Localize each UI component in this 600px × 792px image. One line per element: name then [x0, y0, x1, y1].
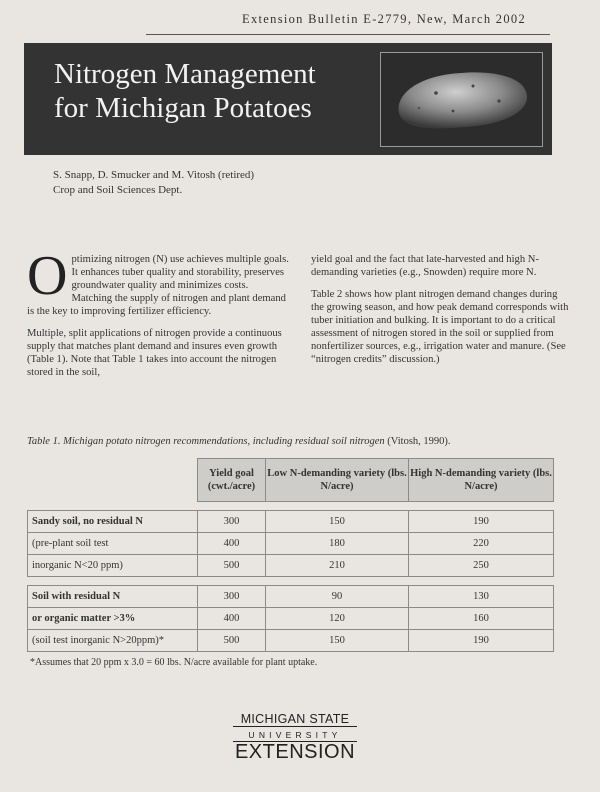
table-cell: 500 — [198, 555, 266, 577]
table-header-row — [28, 459, 554, 502]
table-cell: 130 — [409, 586, 554, 608]
table-row — [28, 533, 554, 555]
group2-label-2: or organic matter >3% — [28, 608, 198, 630]
author-department: Crop and Soil Sciences Dept. — [53, 184, 183, 196]
table-cell: 150 — [266, 630, 409, 652]
title-band — [24, 43, 552, 155]
table-row — [28, 555, 554, 577]
table-caption-source: (Vitosh, 1990). — [384, 436, 451, 447]
table-cell: 400 — [198, 608, 266, 630]
msu-extension-logo — [233, 712, 357, 762]
table-cell: 220 — [409, 533, 554, 555]
table-caption-title: Table 1. Michigan potato nitrogen recommendations, including residual soil nitrogen — [27, 436, 385, 447]
table-cell: 150 — [266, 511, 409, 533]
table-cell: 190 — [409, 630, 554, 652]
logo-line-2: UNIVERSITY — [248, 730, 342, 740]
drop-cap: O — [27, 245, 68, 307]
potato-icon — [381, 53, 542, 146]
table-footnote: *Assumes that 20 ppm x 3.0 = 60 lbs. N/acre available for plant uptake. — [30, 657, 318, 668]
table-cell: 90 — [266, 586, 409, 608]
paragraph-3: yield goal and the fact that late-harvested and high N-demanding varieties (e.g., Snowden) require more N. — [311, 254, 539, 278]
group2-label-1: Soil with residual N — [28, 586, 198, 608]
author-names: S. Snapp, D. Smucker and M. Vitosh (retired) — [53, 169, 255, 181]
table-caption — [27, 436, 451, 447]
logo-line-1: MICHIGAN STATE — [240, 712, 350, 726]
paragraph-2: Multiple, split applications of nitrogen provide a continuous supply that matches plant demand and insures even growth (Table 1). Note that Table 1 takes into account the nitrogen stored in the soil, — [27, 328, 282, 378]
group1-label-1: Sandy soil, no residual N — [28, 511, 198, 533]
table-spacer — [28, 502, 554, 511]
text-column-left — [27, 245, 289, 388]
table-row — [28, 608, 554, 630]
table-cell: 160 — [409, 608, 554, 630]
paragraph-4: Table 2 shows how plant nitrogen demand changes during the growing season, and how peak demand corresponds with tuber initiation and bulking. It is important to do a critical assessment of nitrogen stored in the soil or supplied from nonfertilizer sources, e.g., irrigation water and manure. (See “nitrogen credits” discussion.) — [311, 289, 569, 365]
table-spacer — [28, 577, 554, 586]
header-low-n: Low N-demanding variety (lbs. N/acre) — [266, 459, 409, 502]
table-cell: 300 — [198, 586, 266, 608]
text-column-right — [311, 253, 569, 375]
logo-line-3: EXTENSION — [234, 741, 356, 763]
table-cell: 210 — [266, 555, 409, 577]
group1-label-3: inorganic N<20 ppm) — [28, 555, 198, 577]
table-row — [28, 586, 554, 608]
title-line-1: Nitrogen Management — [54, 58, 316, 90]
potato-photo — [380, 52, 543, 147]
paragraph-1 — [27, 245, 289, 318]
table-cell: 400 — [198, 533, 266, 555]
table-cell: 180 — [266, 533, 409, 555]
header-yield-goal: Yield goal (cwt./acre) — [198, 459, 266, 502]
table-cell: 250 — [409, 555, 554, 577]
group2-label-3: (soil test inorganic N>20ppm)* — [28, 630, 198, 652]
table-cell: 500 — [198, 630, 266, 652]
table-row — [28, 511, 554, 533]
table-row — [28, 630, 554, 652]
table-corner — [28, 459, 198, 502]
table-cell: 300 — [198, 511, 266, 533]
table-cell: 190 — [409, 511, 554, 533]
group1-label-2: (pre-plant soil test — [28, 533, 198, 555]
title-line-2: for Michigan Potatoes — [54, 92, 312, 124]
paragraph-1-text: ptimizing nitrogen (N) use achieves multiple goals. It enhances tuber quality and storability, preserves groundwater quality and minimizes costs. Matching the supply of nitrogen and plant demand is the key to improving fertilizer efficiency. — [27, 254, 289, 317]
authors — [53, 168, 254, 198]
table-cell: 120 — [266, 608, 409, 630]
header-high-n: High N-demanding variety (lbs. N/acre) — [409, 459, 554, 502]
logo-rule-top — [233, 726, 357, 727]
header-rule — [146, 34, 550, 35]
nitrogen-table — [27, 458, 554, 652]
bulletin-number: Extension Bulletin E-2779, New, March 2002 — [242, 12, 526, 26]
page-title — [54, 57, 316, 125]
